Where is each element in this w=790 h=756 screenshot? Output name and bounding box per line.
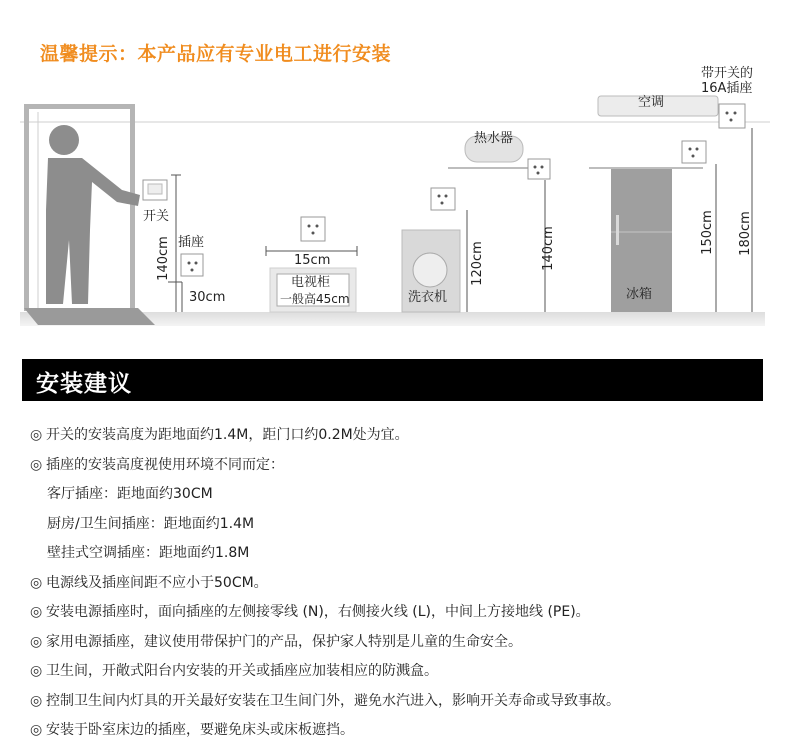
- tip-item: [30, 687, 780, 717]
- tip-text: 卫生间，开敞式阳台内安装的开关或插座应加装相应的防溅盒。: [46, 663, 438, 679]
- tip-text: 控制卫生间内灯具的开关最好安装在卫生间门外，避免水汽进入，影响开关寿命或导致事故。: [46, 692, 620, 709]
- section-header: [22, 359, 763, 401]
- tv-cabinet-note: 一般高45cm: [280, 292, 350, 306]
- circle-bullet-icon: ◎: [30, 604, 43, 620]
- socket-door: [181, 254, 203, 276]
- diagram-drawing: [0, 60, 790, 345]
- height-180-label: 180cm: [737, 211, 753, 256]
- tv-15cm-label: 15cm: [294, 253, 331, 268]
- person-silhouette: [46, 125, 140, 304]
- tip-subitem: [30, 480, 780, 510]
- warning-title: 温馨提示：本产品应有专业电工进行安装: [40, 43, 392, 65]
- tip-item: [30, 628, 780, 658]
- circle-bullet-icon: ◎: [30, 692, 43, 709]
- socket-washer: [431, 188, 455, 210]
- height-140b-label: 140cm: [540, 226, 556, 271]
- switch-label: 开关: [143, 209, 170, 224]
- tip-text: 安装电源插座时，面向插座的左侧接零线 (N)，右侧接火线 (L)，中间上方接地线 (PE)。: [46, 604, 590, 620]
- tv-cabinet-label: 电视柜: [291, 275, 331, 290]
- tip-text: 插座的安装高度视使用环境不同而定：: [46, 456, 284, 473]
- tip-text: 客厅插座：距地面约30CM: [47, 486, 213, 502]
- circle-bullet-icon: ◎: [30, 456, 43, 473]
- tip-item: [30, 451, 780, 481]
- tip-item: [30, 716, 780, 746]
- tip-text: 开关的安装高度为距地面约1.4M，距门口约0.2M处为宜。: [46, 427, 409, 443]
- tip-text: 安装于卧室床边的插座，要避免床头或床板遮挡。: [46, 722, 354, 738]
- height-150-label: 150cm: [699, 210, 715, 255]
- section-title: 安装建议: [36, 371, 132, 397]
- tip-subitem: [30, 510, 780, 540]
- socket-fridge: [682, 141, 706, 163]
- tip-subitem: [30, 539, 780, 569]
- water-heater-label: 热水器: [474, 131, 514, 146]
- circle-bullet-icon: ◎: [30, 574, 43, 591]
- circle-bullet-icon: ◎: [30, 722, 43, 738]
- ac-socket-label-line1: 带开关的: [701, 66, 754, 81]
- circle-bullet-icon: ◎: [30, 427, 43, 443]
- ac-label: 空调: [638, 95, 665, 110]
- height-30-label: 30cm: [189, 290, 226, 305]
- tip-text: 家用电源插座，建议使用带保护门的产品，保护家人特别是儿童的生命安全。: [46, 633, 522, 650]
- tip-item: [30, 598, 780, 628]
- height-120-label: 120cm: [469, 241, 485, 286]
- ac-socket-label-line2: 16A插座: [701, 81, 753, 96]
- tip-text: 电源线及插座间距不应小于50CM。: [46, 574, 268, 591]
- installation-height-diagram: [0, 60, 790, 345]
- tip-item: [30, 657, 780, 687]
- tips-list: [30, 421, 780, 746]
- height-140-label: 140cm: [155, 236, 171, 281]
- tip-text: 壁挂式空调插座：距地面约1.8M: [47, 545, 250, 561]
- door-mat: [24, 308, 155, 325]
- circle-bullet-icon: ◎: [30, 633, 43, 650]
- tip-item: [30, 421, 780, 451]
- washer-label: 洗衣机: [408, 290, 448, 305]
- socket-heater: [528, 159, 550, 179]
- tip-item: [30, 569, 780, 599]
- socket-tv: [301, 217, 325, 241]
- circle-bullet-icon: ◎: [30, 663, 43, 679]
- tip-text: 厨房/卫生间插座：距地面约1.4M: [47, 515, 255, 532]
- fridge-label: 冰箱: [626, 287, 653, 302]
- socket-ac: [719, 104, 745, 128]
- socket-label: 插座: [178, 235, 205, 250]
